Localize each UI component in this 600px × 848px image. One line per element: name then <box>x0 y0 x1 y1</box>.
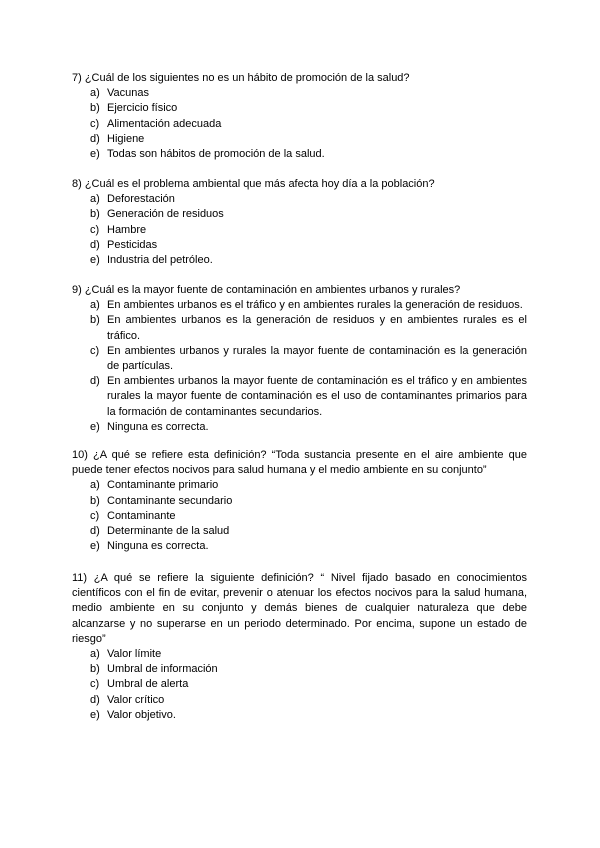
question-text: 8) ¿Cuál es el problema ambiental que más afecta hoy día a la población? <box>72 178 435 190</box>
question-text: 10) ¿A qué se refiere esta definición? “Toda sustancia presente en el aire ambiente que puede tener efectos nocivos para salud humana y el medio ambiente en su conjunto” <box>72 449 527 477</box>
option <box>72 207 527 222</box>
option-letter: b) <box>90 314 100 327</box>
option <box>72 708 527 723</box>
options-list <box>72 86 527 162</box>
option <box>72 313 527 343</box>
option-letter: c) <box>90 117 100 130</box>
option-text: Contaminante <box>107 509 176 522</box>
option-text: En ambientes urbanos es el tráfico y en ambientes rurales la generación de residuos. <box>107 299 523 312</box>
option <box>72 478 527 493</box>
option-text: Valor objetivo. <box>107 708 176 721</box>
question-9 <box>72 283 527 435</box>
option-letter: b) <box>90 102 100 115</box>
option-letter: e) <box>90 540 100 553</box>
option <box>72 298 527 313</box>
option-text: Vacunas <box>107 87 149 100</box>
option <box>72 662 527 677</box>
option-letter: a) <box>90 648 100 661</box>
options-list <box>72 647 527 723</box>
option-letter: e) <box>90 708 100 721</box>
question-text: 11) ¿A qué se refiere la siguiente definición? “ Nivel fijado basado en conocimientos científicos con el fin de evitar, prevenir o atenuar los efectos nocivos para la salud humana, medio ambiente en su conjunto y demás bienes de cualquier naturaleza que debe alcanzarse y no superarse en un periodo determinado. Por encima, supone un estado de riesgo” <box>72 572 527 645</box>
options-list <box>72 478 527 554</box>
option-text: Valor crítico <box>107 693 165 706</box>
option-letter: b) <box>90 494 100 507</box>
option-text: Pesticidas <box>107 238 158 251</box>
options-list <box>72 192 527 268</box>
option-text: Umbral de alerta <box>107 678 189 691</box>
option-letter: e) <box>90 254 100 267</box>
option-letter: a) <box>90 193 100 206</box>
option-text: Alimentación adecuada <box>107 117 222 130</box>
option-letter: a) <box>90 87 100 100</box>
option-letter: d) <box>90 132 100 145</box>
option <box>72 192 527 207</box>
option-letter: e) <box>90 420 100 433</box>
option-text: Todas son hábitos de promoción de la salud. <box>107 148 325 161</box>
option <box>72 374 527 420</box>
option-letter: d) <box>90 238 100 251</box>
option-letter: c) <box>90 344 100 357</box>
option-letter: c) <box>90 509 100 522</box>
option <box>72 494 527 509</box>
option-letter: a) <box>90 479 100 492</box>
option-text: Industria del petróleo. <box>107 254 213 267</box>
question-8 <box>72 177 527 268</box>
option-text: Contaminante primario <box>107 479 219 492</box>
option <box>72 420 527 435</box>
option-letter: d) <box>90 525 100 538</box>
option <box>72 509 527 524</box>
option <box>72 132 527 147</box>
option-text: Determinante de la salud <box>107 525 230 538</box>
option-text: Higiene <box>107 132 145 145</box>
option <box>72 693 527 708</box>
option <box>72 147 527 162</box>
question-text: 7) ¿Cuál de los siguientes no es un hábito de promoción de la salud? <box>72 72 410 84</box>
option <box>72 539 527 554</box>
option-letter: b) <box>90 663 100 676</box>
option-text: Deforestación <box>107 193 175 206</box>
option-text: En ambientes urbanos la mayor fuente de contaminación es el tráfico y en ambientes rurales la mayor fuente de contaminación es el uso de contaminantes primarios para la formación de contaminantes secundarios. <box>107 375 527 418</box>
question-11 <box>72 571 527 723</box>
option-text: Ejercicio físico <box>107 102 178 115</box>
option-letter: b) <box>90 208 100 221</box>
option-letter: c) <box>90 678 100 691</box>
option <box>72 253 527 268</box>
option-text: Hambre <box>107 223 147 236</box>
question-10 <box>72 448 527 554</box>
option-text: Ninguna es correcta. <box>107 540 209 553</box>
option <box>72 677 527 692</box>
option-text: Ninguna es correcta. <box>107 420 209 433</box>
option-letter: d) <box>90 693 100 706</box>
question-7 <box>72 71 527 162</box>
option-text: En ambientes urbanos y rurales la mayor fuente de contaminación es la generación de partículas. <box>107 344 527 373</box>
option-text: Generación de residuos <box>107 208 224 221</box>
options-list <box>72 298 527 435</box>
option <box>72 101 527 116</box>
option-letter: a) <box>90 299 100 312</box>
option <box>72 647 527 662</box>
option-letter: e) <box>90 148 100 161</box>
option-letter: d) <box>90 375 100 388</box>
option-text: Contaminante secundario <box>107 494 233 507</box>
option-text: Umbral de información <box>107 663 218 676</box>
option-text: En ambientes urbanos es la generación de residuos y en ambientes rurales es el tráfico. <box>107 314 527 342</box>
option-text: Valor límite <box>107 648 162 661</box>
option <box>72 344 527 374</box>
question-text: 9) ¿Cuál es la mayor fuente de contaminación en ambientes urbanos y rurales? <box>72 284 461 296</box>
option <box>72 238 527 253</box>
option <box>72 223 527 238</box>
option <box>72 86 527 101</box>
option <box>72 117 527 132</box>
option-letter: c) <box>90 223 100 236</box>
option <box>72 524 527 539</box>
